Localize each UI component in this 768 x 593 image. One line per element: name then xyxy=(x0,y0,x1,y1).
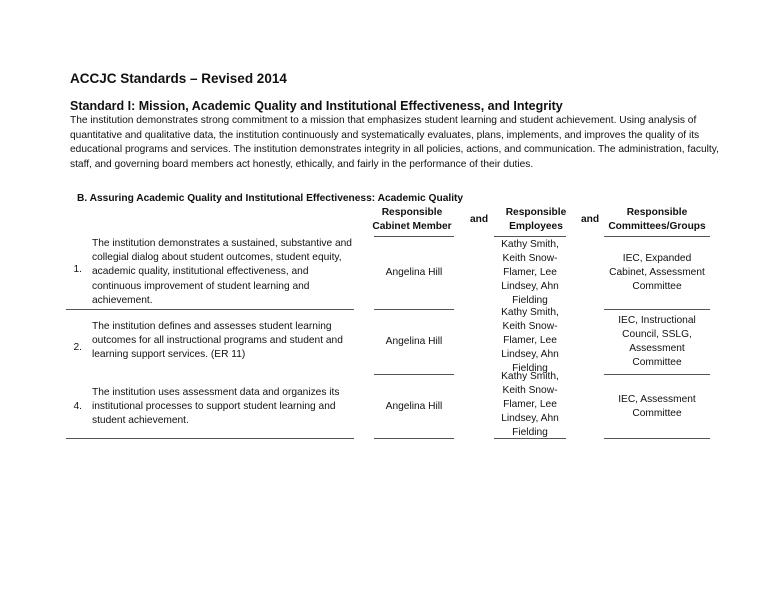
row-rule-desc xyxy=(66,438,354,439)
standard-description: The institution demonstrates strong commitment to a mission that emphasizes student learning and student achievement. Using analysis of quantitative and qualitative data, the institution continuously and systematically evaluates, plans, implements, and improves the quality of its educational programs and services. The institution demonstrates integrity in all policies, actions, and communication. The administration, faculty, staff, and governing board members act honestly, ethically, and fairly in the performance of their duties. xyxy=(70,115,719,170)
row-cabinet: Angelina Hill xyxy=(385,336,443,347)
row-description: The institution demonstrates a sustained, substantive and collegial dialog about student outcomes, student equity, academic quality, institutional effectiveness, and continuous improvement of student learning and achievement. xyxy=(92,238,352,306)
row-committees: IEC, Instructional Council, SSLG, Assessment Committee xyxy=(618,315,696,368)
standard-heading: Standard I: Mission, Academic Quality and Institutional Effectiveness, and Integrity xyxy=(70,99,563,113)
section-heading: B. Assuring Academic Quality and Institutional Effectiveness: Academic Quality xyxy=(77,193,464,204)
header-and-2: and xyxy=(580,214,600,225)
row-committees: IEC, Assessment Committee xyxy=(618,394,696,419)
row-cabinet: Angelina Hill xyxy=(385,401,443,412)
header-employees: Responsible Employees xyxy=(505,207,567,232)
header-rule-cabinet xyxy=(374,236,454,237)
row-rule-employees xyxy=(494,438,566,439)
row-number: 1. xyxy=(73,264,82,275)
document-title: ACCJC Standards – Revised 2014 xyxy=(70,71,287,86)
header-and-1: and xyxy=(469,214,489,225)
row-number: 4. xyxy=(73,401,82,412)
row-cabinet: Angelina Hill xyxy=(385,267,443,278)
row-description: The institution defines and assesses student learning outcomes for all instructional programs and student and learning support services. (ER 11) xyxy=(92,321,343,361)
header-rule-employees xyxy=(494,236,566,237)
row-rule-committees xyxy=(604,438,710,439)
header-committees: Responsible Committees/Groups xyxy=(608,207,706,232)
row-employees: Kathy Smith, Keith Snow-Flamer, Lee Lindsey, Ahn Fielding xyxy=(501,239,559,306)
row-number: 2. xyxy=(73,342,82,353)
row-description: The institution uses assessment data and organizes its institutional processes to support student learning and student achievement. xyxy=(92,387,340,427)
row-rule-cabinet xyxy=(374,374,454,375)
row-rule-cabinet xyxy=(374,438,454,439)
row-employees: Kathy Smith, Keith Snow-Flamer, Lee Lindsey, Ahn Fielding xyxy=(501,371,559,438)
row-rule-committees xyxy=(604,374,710,375)
header-cabinet: Responsible Cabinet Member xyxy=(372,207,452,232)
header-rule-committees xyxy=(604,236,710,237)
row-rule-desc xyxy=(66,309,354,310)
row-committees: IEC, Expanded Cabinet, Assessment Committee xyxy=(609,253,705,292)
row-employees: Kathy Smith, Keith Snow-Flamer, Lee Lindsey, Ahn Fielding xyxy=(501,307,559,374)
